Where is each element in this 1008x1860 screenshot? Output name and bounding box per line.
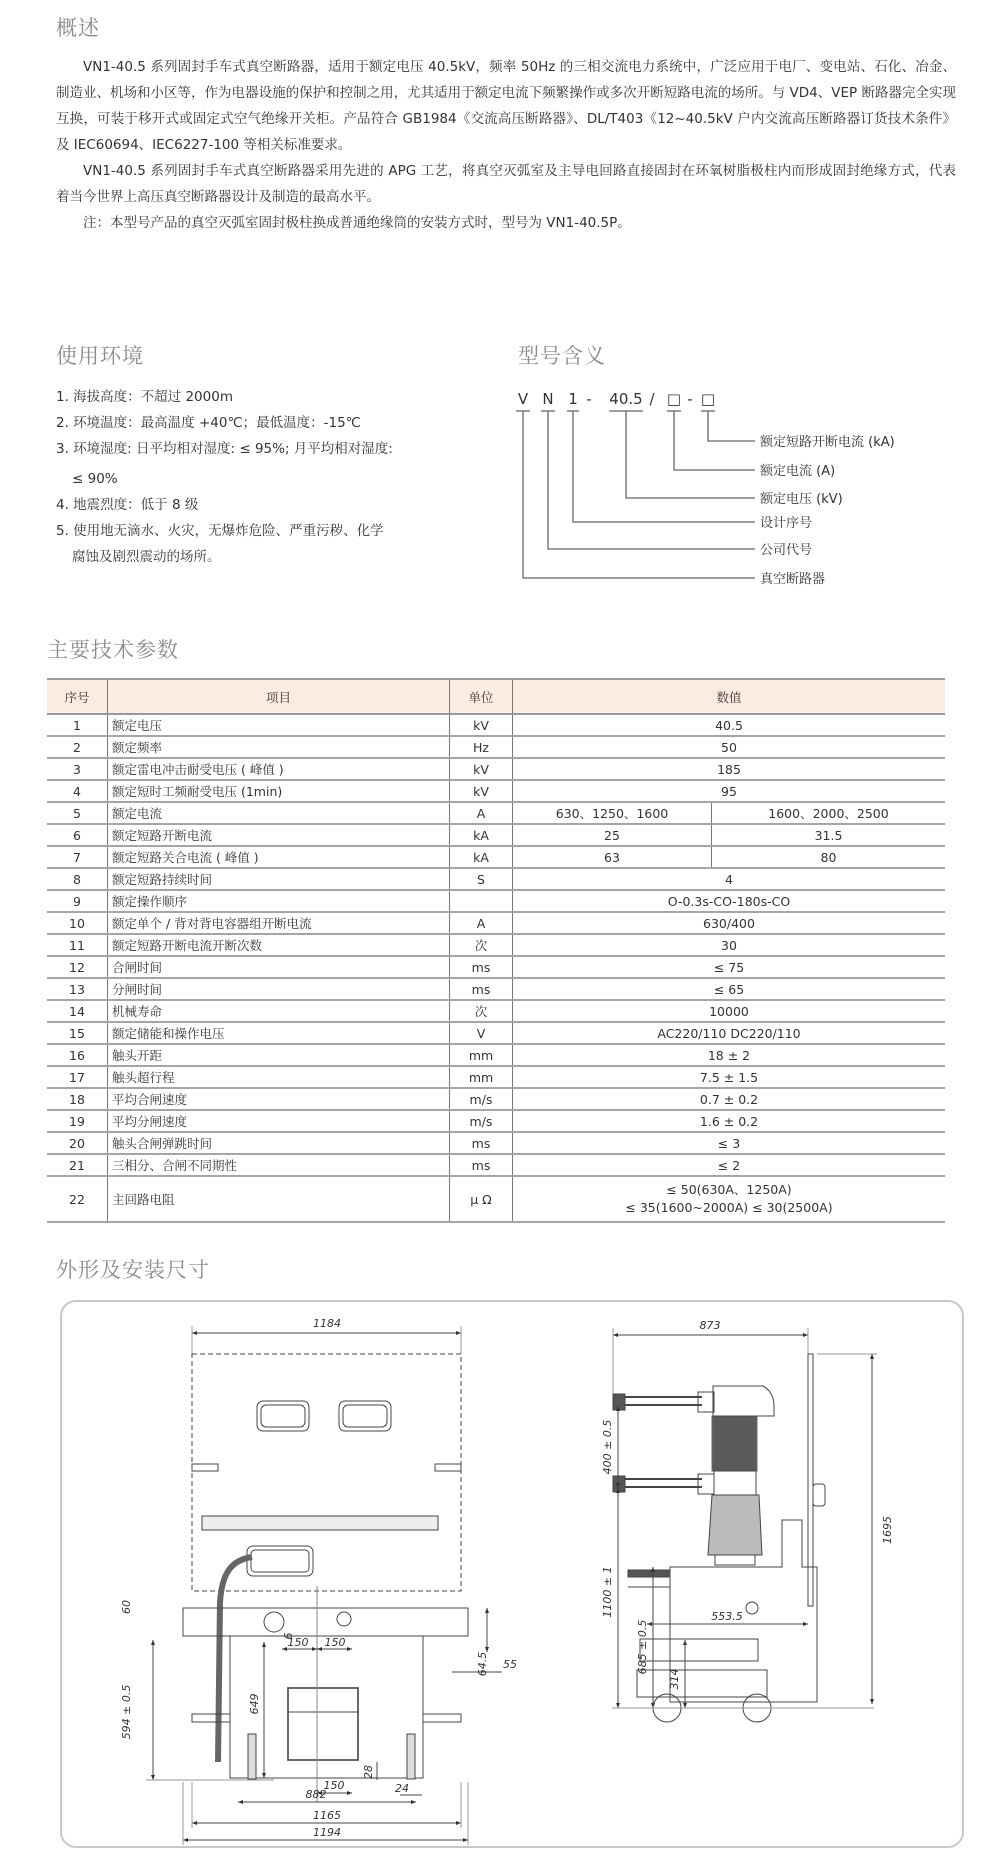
row-item: 额定短路开断电流 bbox=[108, 824, 450, 846]
row-item: 额定电流 bbox=[108, 802, 450, 824]
column-header-item: 项目 bbox=[108, 679, 450, 714]
table-row bbox=[47, 736, 945, 758]
row-item: 额定电压 bbox=[108, 714, 450, 736]
row-value: ≤ 65 bbox=[513, 978, 946, 1000]
row-number: 12 bbox=[47, 956, 108, 978]
model-label: 额定电压 (kV) bbox=[760, 492, 843, 507]
row-unit: kA bbox=[450, 846, 513, 868]
table-row bbox=[47, 956, 945, 978]
model-label: 公司代号 bbox=[760, 543, 813, 558]
row-unit: kV bbox=[450, 714, 513, 736]
dim-1100: 1100 ± 1 bbox=[601, 1566, 614, 1618]
model-code-diagram bbox=[510, 380, 970, 595]
row-number: 6 bbox=[47, 824, 108, 846]
row-value: 1600、2000、2500 bbox=[712, 802, 946, 824]
row-value: 95 bbox=[513, 780, 946, 802]
dim-60: 60 bbox=[120, 1600, 133, 1614]
dim-553-5: 553.5 bbox=[711, 1610, 743, 1623]
row-item: 三相分、合闸不同期性 bbox=[108, 1154, 450, 1176]
environment-item: 2. 环境温度：最高温度 +40℃；最低温度：-15℃ bbox=[56, 415, 361, 431]
row-item: 额定雷电冲击耐受电压 ( 峰值 ) bbox=[108, 758, 450, 780]
table-row bbox=[47, 846, 945, 868]
front-view bbox=[146, 1326, 502, 1845]
row-item: 额定短路关合电流 ( 峰值 ) bbox=[108, 846, 450, 868]
dim-150: 150 bbox=[324, 1636, 346, 1649]
row-unit: ms bbox=[450, 978, 513, 1000]
row-item: 主回路电阻 bbox=[108, 1176, 450, 1222]
row-number: 4 bbox=[47, 780, 108, 802]
environment-item: 腐蚀及剧烈震动的场所。 bbox=[72, 549, 221, 565]
table-row bbox=[47, 1176, 945, 1222]
specs-table bbox=[47, 678, 945, 1223]
row-value: 31.5 bbox=[712, 824, 946, 846]
dim-685: 685 ± 0.5 bbox=[636, 1619, 649, 1675]
model-label: 额定短路开断电流 (kA) bbox=[760, 435, 895, 450]
table-row bbox=[47, 1000, 945, 1022]
row-number: 19 bbox=[47, 1110, 108, 1132]
environment-list bbox=[56, 384, 476, 570]
row-unit bbox=[450, 890, 513, 912]
model-char: 1 bbox=[568, 390, 578, 408]
model-leader-lines bbox=[516, 411, 755, 578]
environment-item: 3. 环境湿度: 日平均相对湿度: ≤ 95%; 月平均相对湿度: bbox=[56, 441, 393, 457]
table-header-row bbox=[47, 679, 945, 714]
row-value: 630/400 bbox=[513, 912, 946, 934]
row-unit: ms bbox=[450, 956, 513, 978]
table-row bbox=[47, 802, 945, 824]
row-unit: 次 bbox=[450, 934, 513, 956]
table-row bbox=[47, 824, 945, 846]
model-label: 设计序号 bbox=[760, 516, 813, 531]
row-item: 额定频率 bbox=[108, 736, 450, 758]
row-value: 0.7 ± 0.2 bbox=[513, 1088, 946, 1110]
dimension-drawing-frame bbox=[60, 1300, 964, 1848]
row-item: 额定操作顺序 bbox=[108, 890, 450, 912]
table-row bbox=[47, 1110, 945, 1132]
table-row bbox=[47, 1066, 945, 1088]
row-unit: kV bbox=[450, 780, 513, 802]
table-row bbox=[47, 758, 945, 780]
row-value: O-0.3s-CO-180s-CO bbox=[513, 890, 946, 912]
row-number: 2 bbox=[47, 736, 108, 758]
row-value: 80 bbox=[712, 846, 946, 868]
row-number: 10 bbox=[47, 912, 108, 934]
table-row bbox=[47, 934, 945, 956]
row-unit: mm bbox=[450, 1066, 513, 1088]
dim-6: 6 bbox=[282, 1632, 295, 1640]
model-char: N bbox=[542, 390, 554, 408]
dim-882: 882 bbox=[305, 1788, 327, 1801]
table-row bbox=[47, 868, 945, 890]
row-value: 4 bbox=[513, 868, 946, 890]
row-item: 分闸时间 bbox=[108, 978, 450, 1000]
side-view bbox=[612, 1328, 877, 1722]
dim-24: 24 bbox=[395, 1782, 409, 1795]
row-number: 17 bbox=[47, 1066, 108, 1088]
row-number: 16 bbox=[47, 1044, 108, 1066]
row-value: 30 bbox=[513, 934, 946, 956]
model-char: 40.5 bbox=[609, 390, 643, 408]
row-value: 1.6 ± 0.2 bbox=[513, 1110, 946, 1132]
row-item: 机械寿命 bbox=[108, 1000, 450, 1022]
row-item: 额定单个 / 背对背电容器组开断电流 bbox=[108, 912, 450, 934]
dim-314: 314 bbox=[668, 1668, 681, 1690]
row-number: 18 bbox=[47, 1088, 108, 1110]
environment-item: ≤ 90% bbox=[72, 471, 118, 487]
overview-title: 概述 bbox=[56, 16, 100, 40]
row-unit: ms bbox=[450, 1132, 513, 1154]
row-value: 185 bbox=[513, 758, 946, 780]
row-number: 22 bbox=[47, 1176, 108, 1222]
row-number: 7 bbox=[47, 846, 108, 868]
dim-28: 28 bbox=[362, 1765, 375, 1779]
environment-item: 1. 海拔高度：不超过 2000m bbox=[56, 389, 233, 405]
row-unit: kV bbox=[450, 758, 513, 780]
dim-55: 55 bbox=[503, 1658, 517, 1671]
dim-594: 594 ± 0.5 bbox=[120, 1684, 133, 1740]
overview-note: 注：本型号产品的真空灭弧室固封极柱换成普通绝缘筒的安装方式时，型号为 VN1-40.5P。 bbox=[83, 215, 631, 231]
row-unit: 次 bbox=[450, 1000, 513, 1022]
row-unit: m/s bbox=[450, 1088, 513, 1110]
row-number: 9 bbox=[47, 890, 108, 912]
row-unit: kA bbox=[450, 824, 513, 846]
row-unit: A bbox=[450, 912, 513, 934]
dim-150: 150 bbox=[287, 1636, 309, 1649]
table-row bbox=[47, 1154, 945, 1176]
overview-paragraph: VN1-40.5 系列固封手车式真空断路器采用先进的 APG 工艺，将真空灭弧室及主导电回路直接固封在环氧树脂极柱内而形成固封绝缘方式，代表着当今世界上高压真空断路器设计及制造的最高水平。 bbox=[56, 163, 956, 205]
environment-item: 5. 使用地无滴水、火灾，无爆炸危险、严重污秽、化学 bbox=[56, 523, 384, 539]
row-item: 额定储能和操作电压 bbox=[108, 1022, 450, 1044]
row-number: 5 bbox=[47, 802, 108, 824]
dim-1695: 1695 bbox=[881, 1516, 894, 1544]
table-row bbox=[47, 890, 945, 912]
row-item: 触头合闸弹跳时间 bbox=[108, 1132, 450, 1154]
environment-item: 4. 地震烈度：低于 8 级 bbox=[56, 497, 199, 513]
row-value: ≤ 2 bbox=[513, 1154, 946, 1176]
dim-649: 649 bbox=[248, 1693, 261, 1715]
row-value: 40.5 bbox=[513, 714, 946, 736]
dim-1194: 1194 bbox=[313, 1826, 341, 1839]
row-value: 50 bbox=[513, 736, 946, 758]
row-number: 3 bbox=[47, 758, 108, 780]
row-number: 21 bbox=[47, 1154, 108, 1176]
row-value: AC220/110 DC220/110 bbox=[513, 1022, 946, 1044]
dim-1165: 1165 bbox=[313, 1809, 341, 1822]
row-item: 触头开距 bbox=[108, 1044, 450, 1066]
model-char: □ bbox=[700, 390, 716, 408]
row-value bbox=[513, 1176, 946, 1222]
table-row bbox=[47, 1022, 945, 1044]
row-value-line: ≤ 35(1600~2000A) ≤ 30(2500A) bbox=[625, 1200, 833, 1215]
row-unit: A bbox=[450, 802, 513, 824]
overview-paragraph: VN1-40.5 系列固封手车式真空断路器，适用于额定电压 40.5kV，频率 50Hz 的三相交流电力系统中，广泛应用于电厂、变电站、石化、冶金、制造业、机场和小区等，作为电器设施的保护和控制之用，尤其适用于额定电流下频繁操作或多次开断短路电流的场所。与 VD4、VEP 断路器完全实现互换，可装于移开式或固定式空气绝缘开关柜。产品符合 GB1984《交流高压断路器》、DL/T403《12~40.5kV 户内交流高压断路器订货技术条件》及 IEC60694、IEC6227-100 等相关标准要求。 bbox=[56, 59, 956, 153]
row-item: 额定短时工频耐受电压 (1min) bbox=[108, 780, 450, 802]
row-number: 20 bbox=[47, 1132, 108, 1154]
model-char: □ bbox=[666, 390, 682, 408]
table-row bbox=[47, 978, 945, 1000]
table-row bbox=[47, 912, 945, 934]
table-row bbox=[47, 1044, 945, 1066]
dim-1184: 1184 bbox=[313, 1317, 341, 1330]
row-item: 触头超行程 bbox=[108, 1066, 450, 1088]
dimensions-title: 外形及安装尺寸 bbox=[56, 1258, 210, 1282]
row-unit: m/s bbox=[450, 1110, 513, 1132]
dim-64-5: 64.5 bbox=[476, 1651, 489, 1677]
model-label: 真空断路器 bbox=[760, 572, 826, 587]
model-char: - bbox=[687, 390, 693, 408]
row-number: 8 bbox=[47, 868, 108, 890]
model-char: V bbox=[517, 390, 529, 408]
row-value: 10000 bbox=[513, 1000, 946, 1022]
column-header-no: 序号 bbox=[47, 679, 108, 714]
environment-title: 使用环境 bbox=[56, 344, 144, 368]
column-header-unit: 单位 bbox=[450, 679, 513, 714]
row-number: 1 bbox=[47, 714, 108, 736]
row-unit: mm bbox=[450, 1044, 513, 1066]
model-title: 型号含义 bbox=[518, 344, 606, 368]
dimension-drawing bbox=[62, 1302, 966, 1850]
row-item: 平均合闸速度 bbox=[108, 1088, 450, 1110]
row-number: 13 bbox=[47, 978, 108, 1000]
row-value: 25 bbox=[513, 824, 712, 846]
row-value: ≤ 75 bbox=[513, 956, 946, 978]
row-unit: μ Ω bbox=[450, 1176, 513, 1222]
row-value: 630、1250、1600 bbox=[513, 802, 712, 824]
row-value: 63 bbox=[513, 846, 712, 868]
row-number: 14 bbox=[47, 1000, 108, 1022]
row-value: 18 ± 2 bbox=[513, 1044, 946, 1066]
row-item: 额定短路开断电流开断次数 bbox=[108, 934, 450, 956]
column-header-value: 数值 bbox=[513, 679, 946, 714]
row-unit: Hz bbox=[450, 736, 513, 758]
row-unit: ms bbox=[450, 1154, 513, 1176]
dim-873: 873 bbox=[699, 1319, 721, 1332]
dim-150: 150 bbox=[323, 1779, 345, 1792]
table-row bbox=[47, 780, 945, 802]
row-item: 额定短路持续时间 bbox=[108, 868, 450, 890]
row-value: 7.5 ± 1.5 bbox=[513, 1066, 946, 1088]
row-unit: S bbox=[450, 868, 513, 890]
table-row bbox=[47, 1132, 945, 1154]
table-row bbox=[47, 714, 945, 736]
row-value: ≤ 3 bbox=[513, 1132, 946, 1154]
model-char: - bbox=[586, 390, 592, 408]
specs-title: 主要技术参数 bbox=[47, 638, 179, 662]
table-row bbox=[47, 1088, 945, 1110]
row-unit: V bbox=[450, 1022, 513, 1044]
row-number: 11 bbox=[47, 934, 108, 956]
model-label: 额定电流 (A) bbox=[760, 464, 836, 479]
dim-400: 400 ± 0.5 bbox=[601, 1419, 614, 1475]
model-char: / bbox=[649, 390, 655, 408]
row-item: 平均分闸速度 bbox=[108, 1110, 450, 1132]
row-value-line: ≤ 50(630A、1250A) bbox=[666, 1182, 792, 1197]
overview-text bbox=[56, 54, 956, 236]
row-item: 合闸时间 bbox=[108, 956, 450, 978]
row-number: 15 bbox=[47, 1022, 108, 1044]
